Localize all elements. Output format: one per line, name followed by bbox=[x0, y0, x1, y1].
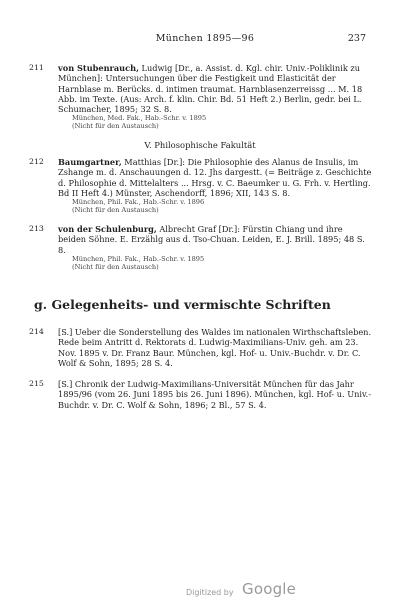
entry-note: (Nicht für den Austausch) bbox=[72, 262, 159, 271]
section-heading-misc: g. Gelegenheits- und vermischte Schriften bbox=[34, 297, 331, 312]
entry-text: [S.] Chronik der Ludwig-Maximilians-Universität München für das Jahr 1895/96 (vom 26. Juni 1895 bis 26. Juni 1896). München, kgl. Hof- u. Univ.-Buchdr. v. Dr. C. Wolf & Sohn, 1896; 2 Bl., 57 S. 4. bbox=[58, 379, 372, 410]
entry-number: 211 bbox=[29, 63, 44, 72]
entry-number: 214 bbox=[29, 327, 44, 336]
watermark-small: Digitized by bbox=[186, 588, 234, 597]
entry-text: [S.] Ueber die Sonderstellung des Waldes im nationalen Wirthschaftsleben. Rede beim Antritt d. Rektorats d. Ludwig-Maximilians-Univ. geh. am 23. Nov. 1895 v. Dr. Franz Baur. München, kgl. Hof- u. Univ.-Buchdr. v. Dr. C. Wolf & Sohn, 1895; 28 S. 4. bbox=[58, 327, 372, 368]
entry-211 bbox=[29, 63, 372, 131]
entry-text: Matthias [Dr.]: Die Philosophie des Alanus de Insulis, im Zshange m. d. Anschauungen d. 12. Jhs dargestt. (= Beiträge z. Geschichte d. Philosophie d. Mittelalters ... Hrsg. v. C. Baeumker u. G. Frh. v. Hertling. Bd II Heft 4.) Münster, Aschendorff, 1896; XII, 143 S. 8. bbox=[58, 157, 372, 198]
entry-author: Baumgartner, bbox=[58, 157, 122, 167]
entry-note: München, Phil. Fak., Hab.-Schr. v. 1895 bbox=[72, 254, 205, 263]
entry-author: von Stubenrauch, bbox=[58, 63, 139, 73]
page-number: 237 bbox=[347, 33, 366, 44]
running-title: München 1895—96 bbox=[155, 33, 255, 44]
entry-number: 212 bbox=[29, 157, 44, 166]
google-logo: Google bbox=[242, 580, 297, 598]
entry-214 bbox=[29, 327, 372, 368]
entry-note: (Nicht für den Austausch) bbox=[72, 206, 159, 215]
digitized-watermark bbox=[186, 580, 346, 602]
entry-author: von der Schulenburg, bbox=[58, 224, 157, 234]
entry-number: 213 bbox=[29, 224, 44, 233]
entry-text: Albrecht Graf [Dr.]: Fürstin Chiang und ihre beiden Söhne. E. Erzählg aus d. Tso-Chuan. Leiden, E. J. Brill. 1895; 48 S. 8. bbox=[58, 224, 365, 255]
section-heading-philosophy: V. Philosophische Fakultät bbox=[144, 140, 256, 150]
entry-213 bbox=[29, 224, 372, 271]
entry-note: München, Phil. Fak., Hab.-Schr. v. 1896 bbox=[72, 198, 205, 207]
entry-212 bbox=[29, 157, 372, 215]
entry-note: München, Med. Fak., Hab.-Schr. v. 1895 bbox=[72, 114, 207, 123]
entry-text: Ludwig [Dr., a. Assist. d. Kgl. chir. Univ.-Poliklinik zu München]: Untersuchungen über die Festigkeit und Elasticität der Harnblase m. Berücks. d. intimen traumat. Harnblasenzerreissg ... M. 18 Abb. im Texte. (Aus: Arch. f. klin. Chir. Bd. 51 Heft 2.) Berlin, gedr. bei L. Schumacher, 1895; 32 S. 8. bbox=[58, 63, 363, 115]
entry-note: (Nicht für den Austausch) bbox=[72, 122, 159, 131]
entry-215 bbox=[29, 379, 372, 410]
entry-number: 215 bbox=[29, 379, 44, 388]
running-header bbox=[0, 33, 400, 49]
